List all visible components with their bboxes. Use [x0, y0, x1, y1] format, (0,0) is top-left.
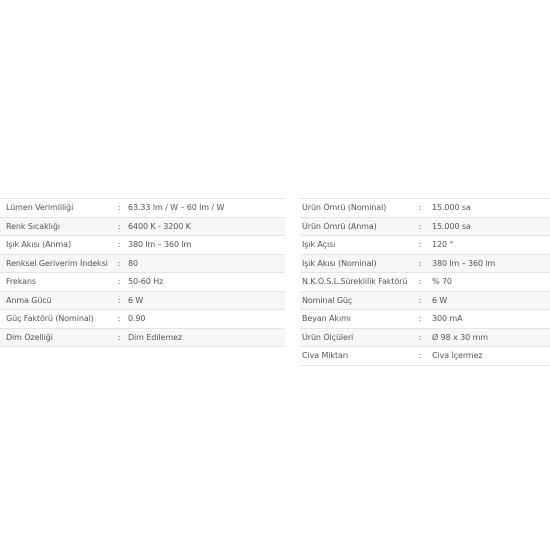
spec-label: Işık Açısı [302, 240, 336, 250]
spec-separator: : [418, 240, 422, 250]
spec-value: 80 [128, 258, 138, 268]
spec-row-beam-angle [300, 236, 550, 255]
spec-label: Renksel Geriverim İndeksi [6, 258, 108, 268]
spec-separator: : [418, 203, 422, 213]
spec-separator: : [117, 240, 121, 250]
spec-separator: : [117, 277, 121, 287]
spec-label: N.K.Ö.S.L.Süreklilik Faktörü [302, 277, 408, 287]
spec-value: 120 ° [432, 240, 454, 250]
spec-label: Anma Gücü [6, 295, 52, 305]
spec-row-dimensions [300, 329, 550, 348]
spec-separator: : [418, 258, 422, 268]
spec-value: 63.33 lm / W – 60 lm / W [128, 203, 225, 213]
spec-row-rated-power [0, 292, 285, 311]
spec-value: 6 W [432, 295, 448, 305]
spec-row-luminous-flux-nominal [300, 255, 550, 274]
spec-separator: : [418, 221, 422, 231]
spec-separator: : [117, 314, 121, 324]
spec-row-color-rendering-index [0, 255, 285, 274]
spec-row-lifetime-nominal [300, 199, 550, 218]
spec-row-mercury-content [300, 347, 550, 366]
spec-separator: : [418, 314, 422, 324]
spec-value: Ø 98 x 30 mm [432, 332, 488, 342]
spec-separator: : [117, 332, 121, 342]
spec-row-lifetime-rated [300, 218, 550, 237]
spec-label: Civa Miktarı [302, 351, 349, 361]
spec-value: Dim Edilemez [128, 332, 182, 342]
spec-separator: : [117, 203, 121, 213]
spec-value: 6400 K - 3200 K [128, 221, 191, 231]
spec-value: Civa İçermez [432, 351, 483, 361]
spec-row-frequency [0, 273, 285, 292]
spec-row-luminous-flux-rated [0, 236, 285, 255]
spec-row-lumen-efficiency [0, 199, 285, 218]
spec-label: Ürün Ölçüleri [302, 332, 354, 342]
spec-label: Ürün Ömrü (Nominal) [302, 203, 387, 213]
spec-label: Lümen Verimliliği [6, 203, 74, 213]
spec-value: 380 lm – 360 lm [128, 240, 192, 250]
spec-label: Beyan Akımı [302, 314, 351, 324]
spec-label: Işık Akısı (Anma) [6, 240, 71, 250]
spec-value: 300 mA [432, 314, 463, 324]
spec-separator: : [418, 277, 422, 287]
spec-value: 0.90 [128, 314, 146, 324]
spec-label: Dim Özelliği [6, 332, 53, 342]
spec-value: % 70 [432, 277, 452, 287]
spec-label: Renk Sıcaklığı [6, 221, 60, 231]
spec-row-continuity-factor [300, 273, 550, 292]
spec-table-left [0, 198, 285, 347]
spec-separator: : [418, 351, 422, 361]
spec-separator: : [117, 295, 121, 305]
spec-label: Ürün Ömrü (Anma) [302, 221, 377, 231]
spec-row-declared-current [300, 310, 550, 329]
spec-separator: : [418, 332, 422, 342]
spec-value: 6 W [128, 295, 144, 305]
spec-separator: : [418, 295, 422, 305]
spec-value: 50-60 Hz [128, 277, 164, 287]
spec-label: Nominal Güç [302, 295, 353, 305]
spec-row-power-factor [0, 310, 285, 329]
spec-value: 15.000 sa [432, 221, 471, 231]
spec-row-nominal-power [300, 292, 550, 311]
spec-separator: : [117, 221, 121, 231]
spec-table-right [300, 198, 550, 366]
spec-value: 15.000 sa [432, 203, 471, 213]
spec-row-dimmable [0, 329, 285, 348]
spec-label: Güç Faktörü (Nominal) [6, 314, 94, 324]
spec-separator: : [117, 258, 121, 268]
spec-label: Frekans [6, 277, 36, 287]
spec-label: Işık Akısı (Nominal) [302, 258, 377, 268]
spec-value: 380 lm – 360 lm [432, 258, 496, 268]
spec-row-color-temperature [0, 218, 285, 237]
